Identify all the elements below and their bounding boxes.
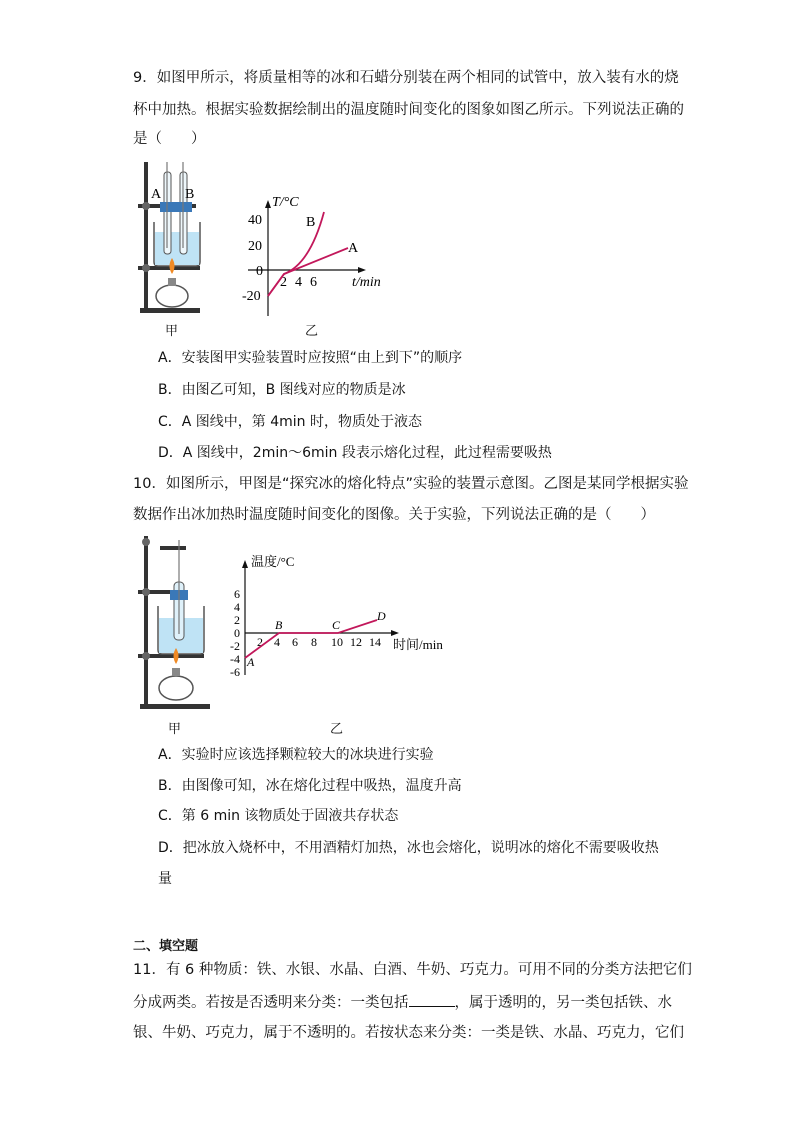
- y-axis-arrow: [265, 200, 271, 208]
- y-tick-4: 4: [234, 600, 240, 614]
- stand-rod: [144, 162, 148, 310]
- x-tick-6: 6: [310, 275, 317, 290]
- x-tick-4: 4: [274, 635, 280, 649]
- clamp-knob: [142, 588, 150, 596]
- stand-base: [140, 308, 200, 313]
- q9-option-d[interactable]: D．A 图线中，2min～6min 段表示熔化过程，此过程需要吸热: [158, 445, 552, 461]
- q9-option-a[interactable]: A．安装图甲实验装置时应按照“由上到下”的顺序: [158, 350, 463, 366]
- stand-rod: [144, 536, 148, 706]
- q11-line-2: [133, 992, 672, 1013]
- point-a: A: [247, 655, 255, 669]
- x-axis-arrow: [358, 267, 366, 273]
- curve-b-label: B: [306, 215, 316, 230]
- q9-option-c[interactable]: C．A 图线中，第 4min 时，物质处于液态: [158, 414, 423, 430]
- y-tick-minus4: -4: [230, 652, 240, 666]
- q11-line-2-post: ，属于透明的，另一类包括铁、水: [454, 995, 672, 1011]
- q10-option-d-cont: 量: [158, 871, 172, 887]
- section-title: 二、填空题: [133, 939, 199, 954]
- label-b: B: [185, 187, 195, 202]
- clamp-knob: [142, 202, 150, 210]
- q11-blank-1[interactable]: [409, 992, 455, 1007]
- q10-option-d[interactable]: D．把冰放入烧杯中，不用酒精灯加热，冰也会熔化，说明冰的熔化不需要吸收热: [158, 840, 659, 856]
- x-axis-label: 时间/min: [393, 637, 443, 652]
- y-tick-2: 2: [234, 613, 240, 627]
- lamp-wick: [168, 278, 176, 286]
- q11-line-1: 11．有 6 种物质：铁、水银、水晶、白酒、牛奶、巧克力。可用不同的分类方法把它们: [133, 962, 692, 978]
- q10-option-b[interactable]: B．由图像可知，冰在熔化过程中吸热，温度升高: [158, 778, 462, 794]
- ring-knob: [142, 264, 150, 272]
- q10-option-c[interactable]: C．第 6 min 该物质处于固液共存状态: [158, 808, 399, 824]
- stand-base: [140, 704, 210, 709]
- q10-option-a[interactable]: A．实验时应该选择颗粒较大的冰块进行实验: [158, 747, 434, 763]
- x-tick-12: 12: [350, 635, 362, 649]
- q9-option-b[interactable]: B．由图乙可知，B 图线对应的物质是冰: [158, 382, 406, 398]
- q10-fig-left-caption: 甲: [168, 722, 182, 737]
- x-tick-10: 10: [331, 635, 343, 649]
- q9-graph: [240, 192, 400, 322]
- x-tick-6: 6: [292, 635, 298, 649]
- q9-stem-line-2: 杯中加热。根据实验数据绘制出的温度随时间变化的图象如图乙所示。下列说法正确的: [133, 102, 684, 118]
- alcohol-lamp: [156, 285, 188, 307]
- x-tick-4: 4: [295, 275, 302, 290]
- label-a: A: [151, 187, 162, 202]
- x-tick-14: 14: [369, 635, 381, 649]
- q10-stem-line-1: 10．如图所示，甲图是“探究冰的熔化特点”实验的装置示意图。乙图是某同学根据实验: [133, 476, 689, 492]
- lamp-wick: [172, 668, 180, 676]
- q9-stem-line-1: 9．如图甲所示，将质量相等的冰和石蜡分别装在两个相同的试管中，放入装有水的烧: [133, 70, 679, 86]
- y-tick-0: 0: [234, 626, 240, 640]
- y-tick-minus20: -20: [242, 289, 261, 304]
- x-tick-2: 2: [257, 635, 263, 649]
- thermometer-clamp: [160, 546, 186, 550]
- y-axis-label: 温度/°C: [251, 554, 295, 569]
- q10-fig-right-caption: 乙: [330, 722, 344, 737]
- y-tick-minus6: -6: [230, 665, 240, 679]
- top-knob: [142, 538, 150, 546]
- ring-knob: [142, 652, 150, 660]
- beaker-water: [155, 232, 199, 265]
- y-tick-minus2: -2: [230, 639, 240, 653]
- y-axis-arrow: [242, 560, 248, 568]
- x-axis-arrow: [391, 630, 399, 636]
- y-tick-40: 40: [248, 213, 262, 228]
- y-axis-label: T/°C: [272, 195, 299, 210]
- point-d: D: [377, 609, 386, 623]
- alcohol-lamp: [159, 676, 193, 700]
- point-c: C: [332, 618, 341, 632]
- q11-line-3: 银、牛奶、巧克力，属于不透明的。若按状态来分类：一类是铁、水晶、巧克力，它们: [133, 1025, 684, 1041]
- q10-stem-line-2: 数据作出冰加热时温度随时间变化的图像。关于实验，下列说法正确的是（ ）: [133, 507, 655, 523]
- q11-line-2-pre: 分成两类。若按是否透明来分类：一类包括: [133, 995, 409, 1011]
- x-axis-label: t/min: [352, 275, 381, 290]
- q9-stem-line-3: 是（ ）: [133, 131, 206, 147]
- y-tick-0: 0: [256, 264, 263, 279]
- y-tick-20: 20: [248, 239, 262, 254]
- x-tick-2: 2: [280, 275, 287, 290]
- q9-apparatus-figure: [130, 158, 210, 318]
- q9-fig-left-caption: 甲: [165, 324, 179, 339]
- q10-apparatus-figure: [130, 534, 210, 714]
- q9-fig-right-caption: 乙: [305, 324, 319, 339]
- y-tick-6: 6: [234, 587, 240, 601]
- point-b: B: [275, 618, 283, 632]
- curve-a-label: A: [348, 241, 359, 256]
- tube-clamp: [160, 202, 192, 212]
- x-tick-8: 8: [311, 635, 317, 649]
- q10-graph: [225, 550, 450, 680]
